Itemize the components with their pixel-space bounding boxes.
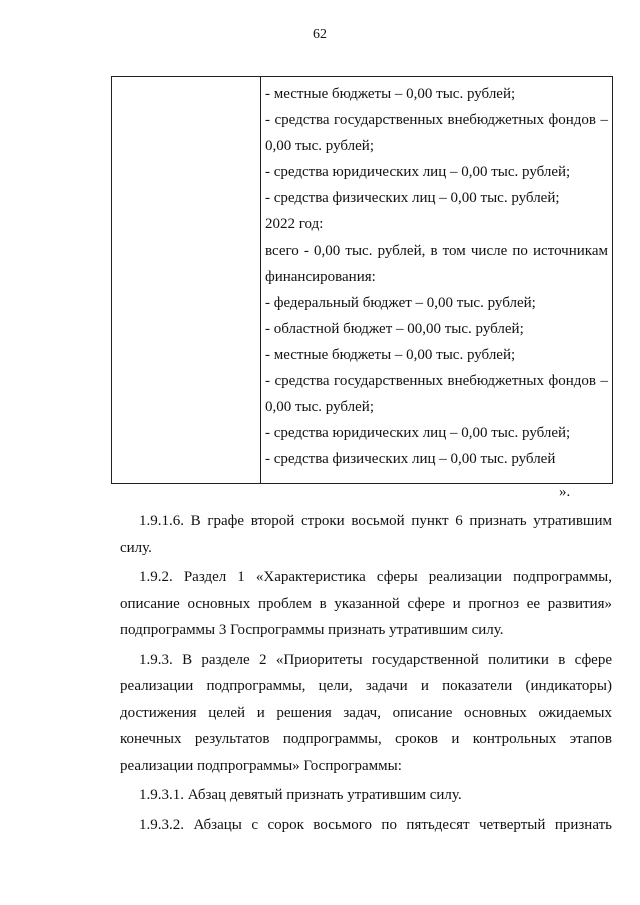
table-line: - федеральный бюджет – 0,00 тыс. рублей; — [265, 294, 536, 311]
table-column-divider — [260, 77, 261, 483]
paragraph-line: реализации подпрограммы» Госпрограммы: — [120, 757, 402, 774]
closing-quote: ». — [559, 484, 571, 500]
paragraph-1-9-1-6 — [120, 508, 612, 561]
table-line: - средства государственных внебюджетных фондов – — [265, 112, 608, 129]
paragraph-1-9-2 — [120, 564, 612, 644]
document-body — [120, 508, 612, 838]
paragraph-1-9-3-1 — [120, 782, 612, 809]
paragraph-line: 1.9.3.1. Абзац девятый признать утратившим силу. — [139, 787, 462, 803]
paragraph-line: описание основных проблем в указанной сфере и прогноз ее развития» — [120, 595, 612, 612]
paragraph-line: достижения целей и решения задач, описание основных ожидаемых — [120, 704, 612, 721]
page-number: 62 — [313, 27, 327, 42]
table-line: - средства физических лиц – 0,00 тыс. рублей — [265, 451, 556, 468]
paragraph-line: 1.9.3. В разделе 2 «Приоритеты государственной политики в сфере — [139, 651, 612, 668]
table-line: - средства физических лиц – 0,00 тыс. рублей; — [265, 190, 560, 207]
table-line: всего - 0,00 тыс. рублей, в том числе по источникам — [265, 242, 608, 259]
financing-table — [111, 76, 613, 484]
paragraph-line: конечных результатов подпрограммы, сроков и контрольных этапов — [120, 731, 612, 747]
paragraph-line: подпрограммы 3 Госпрограммы признать утратившим силу. — [120, 622, 504, 638]
paragraph-line: реализации подпрограммы, цели, задачи и показатели (индикаторы) — [120, 678, 612, 694]
table-right-cell — [265, 81, 608, 472]
table-line: - местные бюджеты – 0,00 тыс. рублей; — [265, 346, 516, 363]
table-line: - средства юридических лиц – 0,00 тыс. рублей; — [265, 425, 571, 442]
table-line: 0,00 тыс. рублей; — [265, 138, 374, 155]
paragraph-1-9-3-2 — [120, 812, 612, 839]
paragraph-line: 1.9.2. Раздел 1 «Характеристика сферы реализации подпрограммы, — [139, 569, 612, 585]
table-line: - средства государственных внебюджетных фондов – — [265, 373, 608, 390]
table-line: 0,00 тыс. рублей; — [265, 399, 374, 416]
table-line: 2022 год: — [265, 216, 324, 233]
table-line: - областной бюджет – 00,00 тыс. рублей; — [265, 320, 524, 337]
paragraph-1-9-3 — [120, 647, 612, 780]
paragraph-line: 1.9.3.2. Абзацы с сорок восьмого по пятьдесят четвертый признать — [139, 816, 612, 833]
table-line: - местные бюджеты – 0,00 тыс. рублей; — [265, 86, 516, 102]
paragraph-line: 1.9.1.6. В графе второй строки восьмой пункт 6 признать утратившим — [139, 513, 612, 529]
table-line: - средства юридических лиц – 0,00 тыс. рублей; — [265, 164, 571, 181]
paragraph-line: силу. — [120, 539, 152, 556]
table-line: финансирования: — [265, 268, 376, 285]
